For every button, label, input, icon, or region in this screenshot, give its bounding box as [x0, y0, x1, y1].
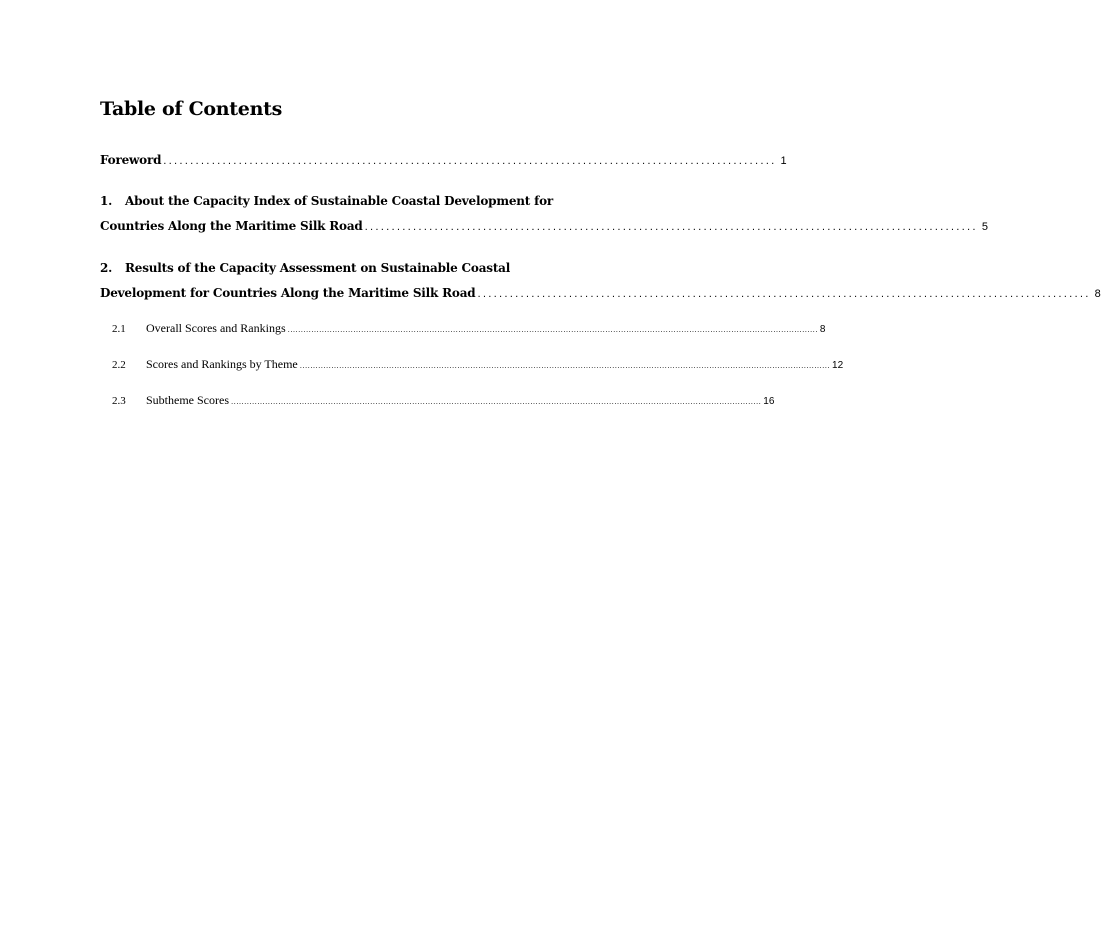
toc-subentry-2-3[interactable] — [112, 390, 775, 410]
toc-page-number: 1 — [780, 155, 787, 167]
toc-entry-line — [100, 148, 787, 173]
dot-leader: .................................................................................................................. — [364, 222, 978, 233]
toc-entry-text: Development for Countries Along the Maritime Silk Road — [100, 286, 476, 300]
dot-leader: .................................................................................................................. — [163, 156, 777, 167]
toc-entry-text: About the Capacity Index of Sustainable Coastal Development for — [125, 194, 554, 208]
toc-page-number: 5 — [981, 221, 988, 233]
toc-entry-text: Subtheme Scores — [146, 393, 229, 407]
toc-entry-section-2[interactable] — [100, 256, 1101, 306]
toc-entry-line — [112, 318, 826, 338]
toc-entry-number: 2.1 — [112, 323, 126, 335]
toc-page-number: 8 — [819, 324, 826, 335]
toc-entry-line — [100, 214, 988, 239]
toc-page-number: 12 — [832, 360, 844, 371]
toc-page-number: 8 — [1094, 288, 1101, 300]
toc-entry-text: Overall Scores and Rankings — [146, 321, 286, 335]
toc-entry-line — [112, 354, 844, 374]
dot-leader: .......................................................................................................................................................................................................... — [231, 398, 762, 406]
toc-entry-line — [100, 256, 562, 281]
toc-entry-text: Results of the Capacity Assessment on Sustainable Coastal — [125, 261, 511, 275]
toc-page-number: 16 — [763, 396, 775, 407]
toc-entry-line — [112, 390, 775, 410]
toc-entry-text: Countries Along the Maritime Silk Road — [100, 219, 363, 233]
dot-leader: .......................................................................................................................................................................................................... — [287, 326, 818, 334]
toc-entry-number: 2.3 — [112, 395, 126, 407]
toc-entry-number: 2. — [100, 261, 113, 275]
toc-entry-foreword[interactable] — [100, 148, 787, 173]
dot-leader: .......................................................................................................................................................................................................... — [299, 362, 831, 370]
toc-subentry-2-1[interactable] — [112, 318, 826, 338]
toc-entry-number: 2.2 — [112, 359, 126, 371]
document-page — [100, 0, 1101, 936]
toc-entry-text: Foreword — [100, 153, 162, 167]
toc-entry-text: Scores and Rankings by Theme — [146, 357, 298, 371]
toc-entry-line — [100, 281, 1101, 306]
toc-title: Table of Contents — [100, 98, 282, 120]
dot-leader: .................................................................................................................. — [477, 289, 1091, 300]
toc-subentry-2-2[interactable] — [112, 354, 844, 374]
toc-entry-line — [100, 189, 562, 214]
toc-entry-number: 1. — [100, 194, 113, 208]
toc-entry-section-1[interactable] — [100, 189, 988, 239]
